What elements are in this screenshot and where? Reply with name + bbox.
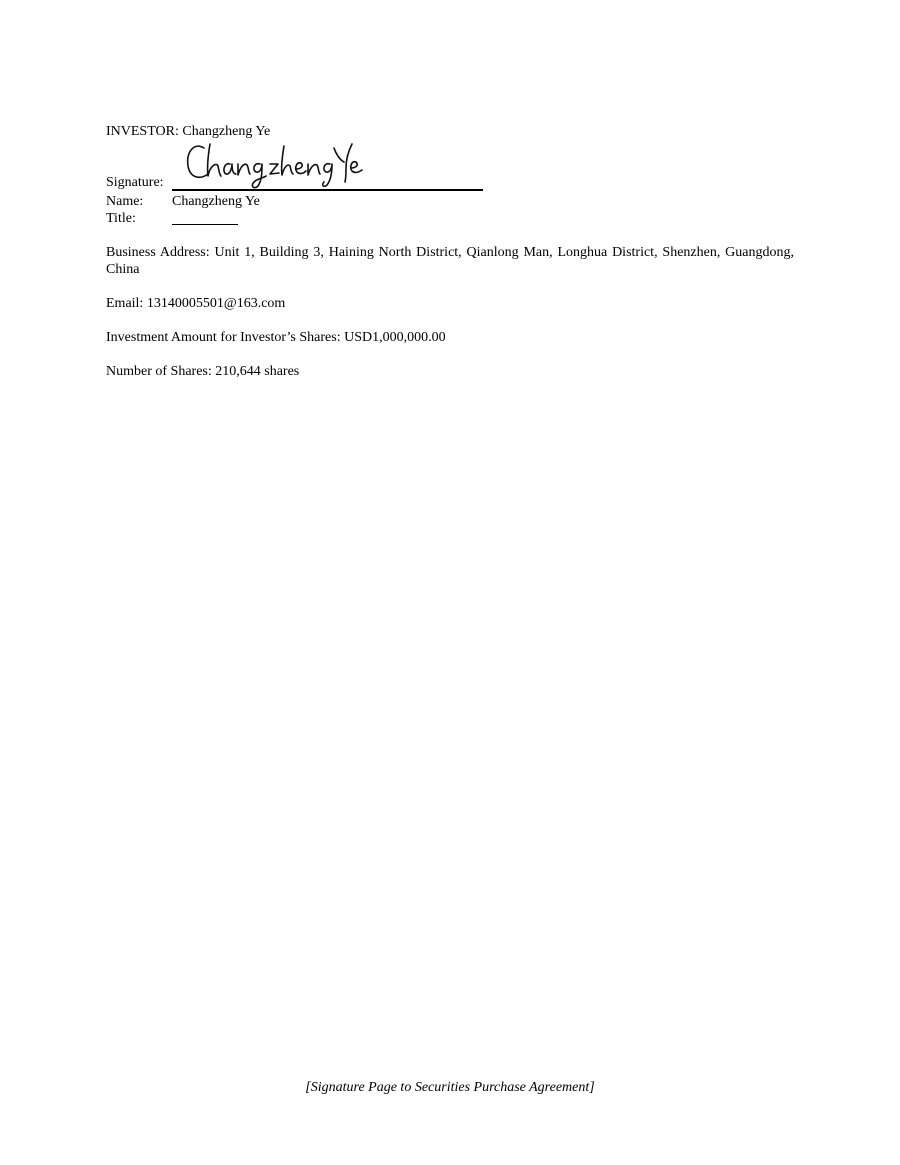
title-label: Title: (106, 211, 136, 226)
investment-amount-line: Investment Amount for Investor’s Shares: USD1,000,000.00 (106, 330, 446, 345)
investor-name: Changzheng Ye (182, 124, 271, 139)
name-value: Changzheng Ye (172, 194, 260, 209)
title-blank-rule (172, 224, 238, 225)
name-label: Name: (106, 194, 144, 209)
business-address: Business Address: Unit 1, Building 3, Haining North District, Qianlong Man, Longhua District, Shenzhen, Guangdong, China (106, 245, 794, 277)
signature-label: Signature: (106, 175, 164, 190)
email-line: Email: 13140005501@163.com (106, 296, 286, 311)
signature-rule (172, 189, 483, 191)
investor-label: INVESTOR: (106, 124, 179, 139)
page-footer: [Signature Page to Securities Purchase Agreement] (305, 1080, 595, 1095)
number-of-shares-line: Number of Shares: 210,644 shares (106, 364, 300, 379)
handwritten-signature (180, 138, 370, 190)
